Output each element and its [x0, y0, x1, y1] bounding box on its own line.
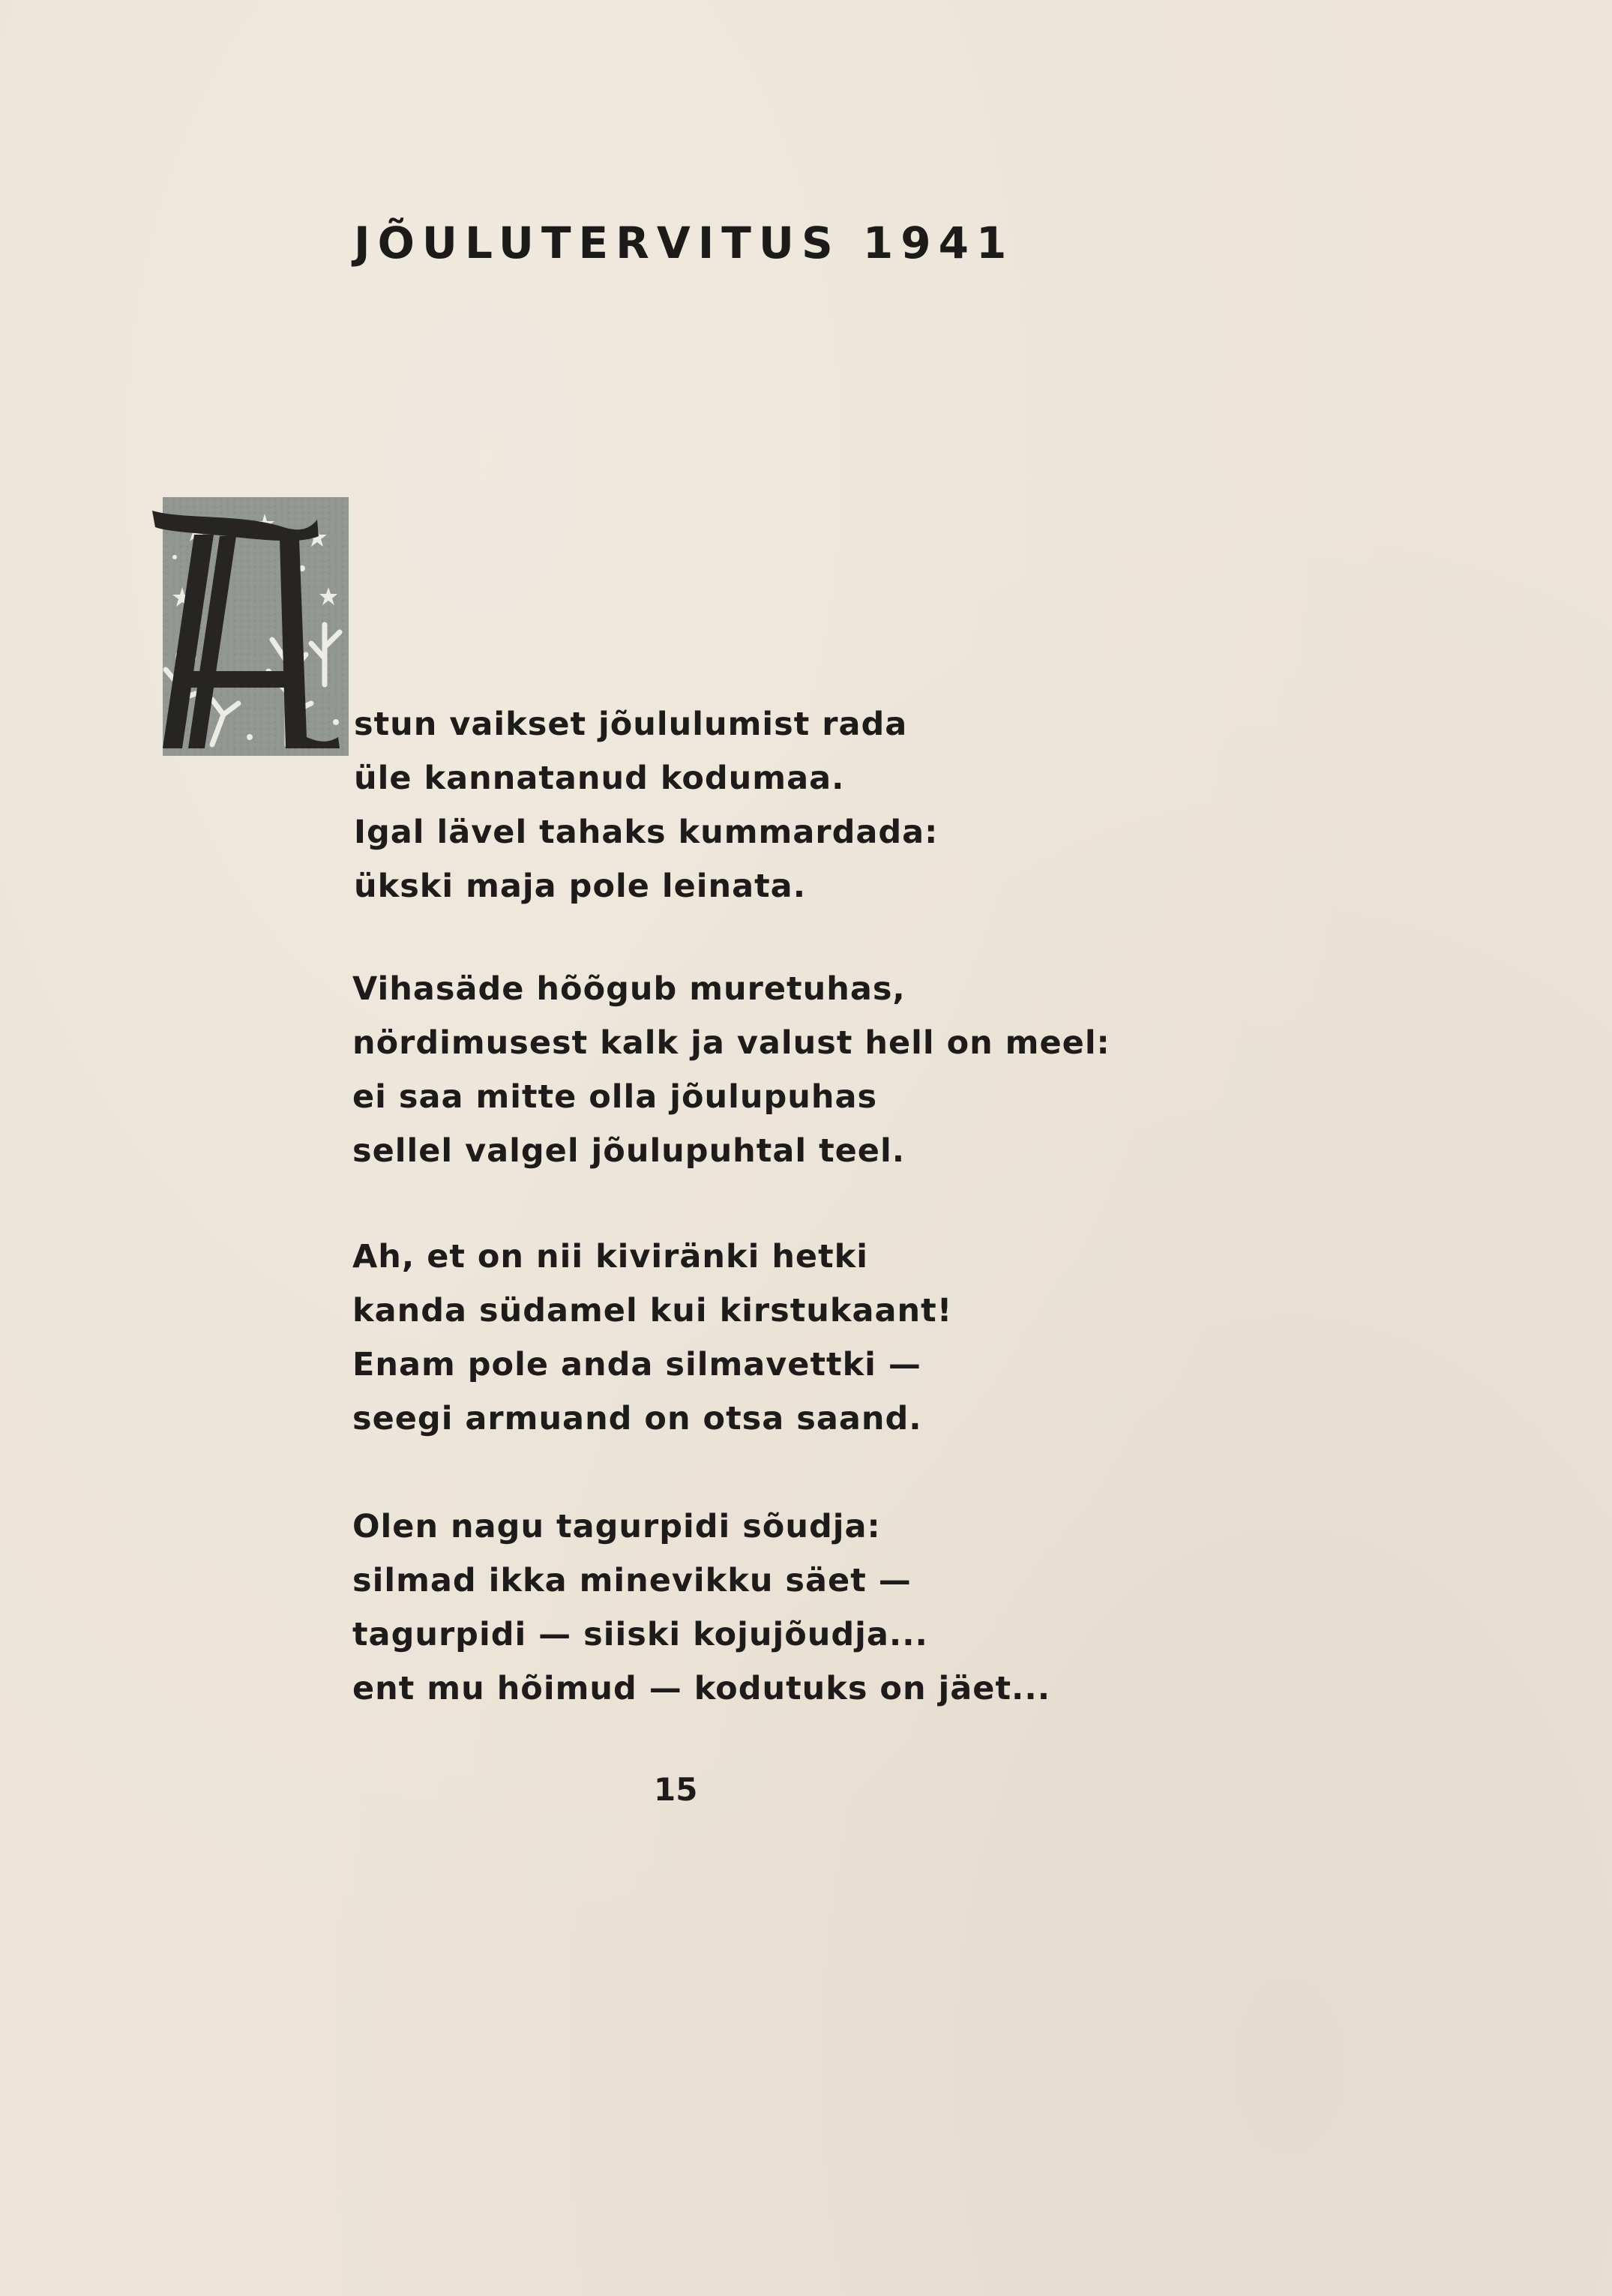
stanza-line: sellel valgel jõulupuhtal teel. [352, 1132, 906, 1170]
stanza-line: Enam pole anda silmavettki — [352, 1346, 921, 1383]
stanza-line: seegi armuand on otsa saand. [352, 1400, 922, 1437]
decorated-initial-A-icon [152, 497, 349, 760]
stanza-4 [352, 1500, 1050, 1716]
stanza-line: silmad ikka minevikku säet — [352, 1562, 912, 1599]
stanza-line: kanda südamel kui kirstukaant! [352, 1292, 953, 1329]
page-number: 15 [654, 1771, 698, 1808]
stanza-2 [352, 962, 1110, 1178]
stanza-line: tagurpidi — siiski kojujõudja... [352, 1616, 928, 1653]
stanza-1 [354, 697, 938, 913]
poem-title: JÕULUTERVITUS 1941 [354, 217, 1014, 268]
stanza-line: üle kannatanud kodumaa. [354, 760, 845, 797]
stanza-line: Igal lävel tahaks kummardada: [354, 814, 939, 851]
stanza-line: nördimusest kalk ja valust hell on meel: [352, 1024, 1110, 1062]
stanza-line: Ah, et on nii kiviränki hetki [352, 1238, 868, 1275]
stanza-line: Vihasäde hõõgub muretuhas, [352, 970, 906, 1008]
stanza-line: ent mu hõimud — kodutuks on jäet... [352, 1670, 1051, 1707]
stanza-line: stun vaikset jõululumist rada [354, 706, 908, 743]
stanza-3 [352, 1230, 952, 1446]
stanza-line: ükski maja pole leinata. [354, 868, 807, 905]
stanza-line: Olen nagu tagurpidi sõudja: [352, 1508, 881, 1545]
stanza-line: ei saa mitte olla jõulupuhas [352, 1078, 878, 1116]
